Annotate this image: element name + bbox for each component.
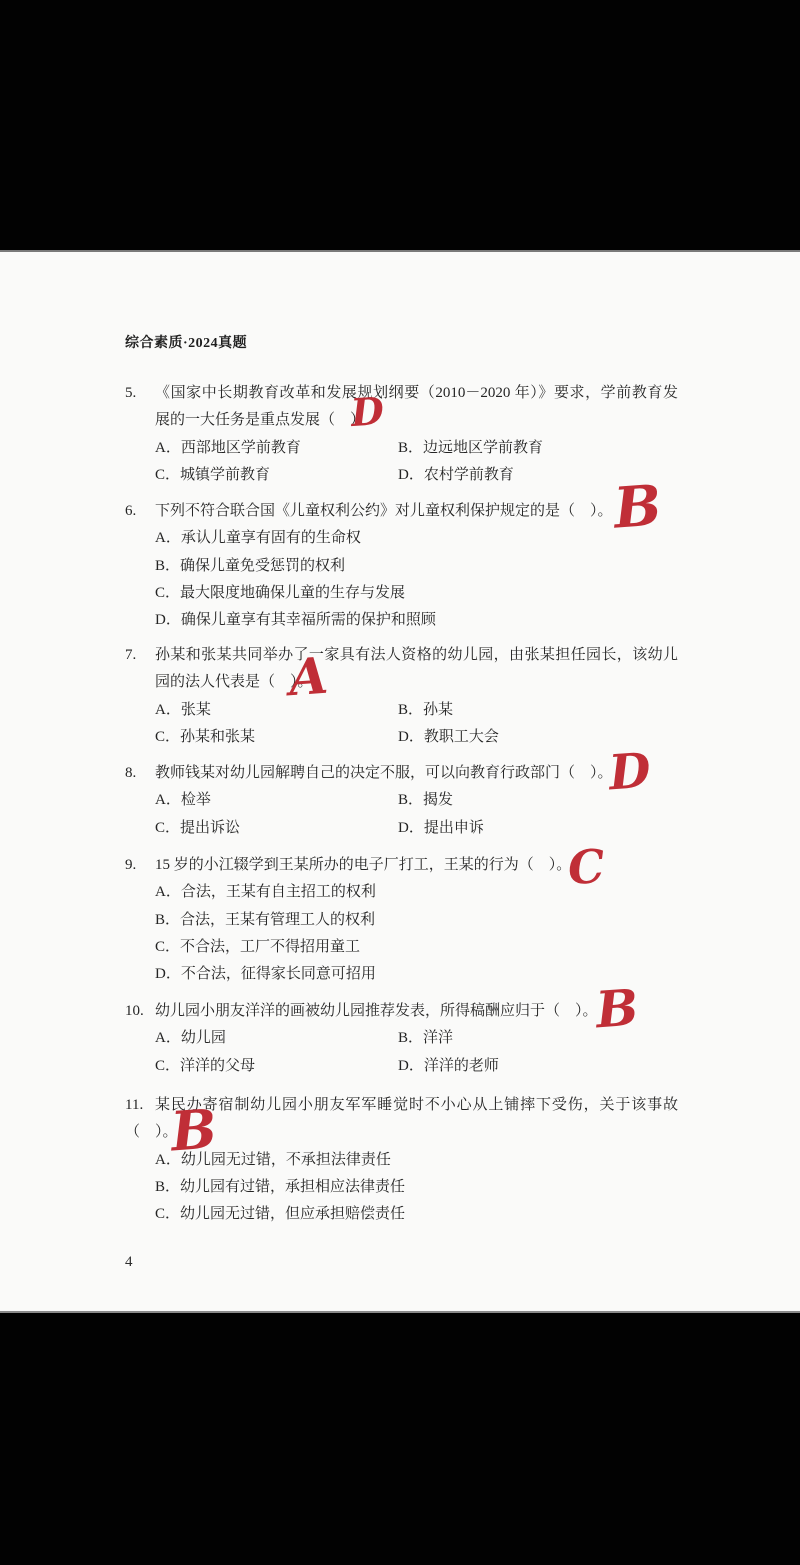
option-c: C．孙某和张某 [155,728,256,745]
question-text-line: 幼儿园小朋友洋洋的画被幼儿园推荐发表，所得稿酬应归于（ ）。 [155,1003,598,1019]
question-text-line: 15 岁的小江辍学到王某所办的电子厂打工，王某的行为（ ）。 [155,857,572,873]
question-number: 11. [125,1097,144,1113]
options-list [155,525,678,634]
option-d: D．洋洋的老师 [398,1057,499,1074]
page-number: 4 [125,1254,133,1270]
option-c: C．最大限度地确保儿童的生存与发展 [155,584,406,601]
option-b: B．确保儿童免受惩罚的权利 [155,557,346,574]
letterbox-bottom [0,1313,800,1565]
option-a: A．检举 [155,792,211,809]
question-number: 6. [125,503,137,519]
letterbox-top [0,0,800,250]
option-c: C．提出诉讼 [155,819,241,836]
question-7 [125,642,678,751]
option-c: C．不合法，工厂不得招用童工 [155,938,361,955]
options-grid [155,435,678,490]
document-page [0,250,800,1313]
option-a: A．承认儿童享有固有的生命权 [155,530,361,547]
option-a: A．合法，王某有自主招工的权利 [155,884,376,901]
options-list [155,879,678,988]
option-b: B．幼儿园有过错，承担相应法律责任 [155,1178,406,1195]
question-number: 9. [125,857,137,873]
question-text-line: 教师钱某对幼儿园解聘自己的决定不服，可以向教育行政部门（ ）。 [155,765,613,781]
handwritten-answer-mark: B [168,1096,219,1164]
option-c: C．城镇学前教育 [155,466,271,483]
option-c: C．幼儿园无过错，但应承担赔偿责任 [155,1206,406,1223]
question-text-line: 某民办寄宿制幼儿园小朋友军军睡觉时不小心从上铺摔下受伤，关于该事故 [155,1097,678,1113]
option-d: D．确保儿童享有其幸福所需的保护和照顾 [155,612,436,629]
options-grid [155,697,678,752]
options-grid [155,787,678,842]
question-text-line: 《国家中长期教育改革和发展规划纲要（2010－2020 年）》要求，学前教育发 [155,385,678,401]
question-number: 8. [125,765,137,781]
handwritten-answer-mark: D [349,387,386,436]
handwritten-answer-mark: B [611,472,664,542]
option-b: B．洋洋 [398,1030,454,1047]
question-number: 10. [125,1003,144,1019]
option-d: D．农村学前教育 [398,466,514,483]
question-number: 7. [125,647,137,663]
question-9 [125,838,678,988]
question-number: 5. [125,385,137,401]
option-d: D．提出申诉 [398,819,484,836]
question-5 [125,380,678,489]
option-d: D．教职工大会 [398,728,499,745]
options-grid [155,1025,678,1080]
option-b: B．孙某 [398,701,454,718]
option-a: A．幼儿园 [155,1030,226,1047]
option-b: B．合法，王某有管理工人的权利 [155,911,376,928]
option-a: A．西部地区学前教育 [155,439,301,456]
option-a: A．幼儿园无过错，不承担法律责任 [155,1151,391,1168]
handwritten-answer-mark: D [607,742,653,802]
handwritten-answer-mark: B [593,977,641,1040]
option-a: A．张某 [155,701,211,718]
option-d: D．不合法，征得家长同意可招用 [155,966,376,983]
question-text-line: 孙某和张某共同举办了一家具有法人资格的幼儿园，由张某担任园长，该幼儿 [155,647,678,663]
question-text-line: 下列不符合联合国《儿童权利公约》对儿童权利保护规定的是（ ）。 [155,503,613,519]
option-b: B．边远地区学前教育 [398,439,544,456]
question-8 [125,742,678,842]
question-11 [125,1092,678,1228]
option-b: B．揭发 [398,792,454,809]
question-text-line: 展的一大任务是重点发展（ ）。 [155,412,373,429]
option-c: C．洋洋的父母 [155,1057,256,1074]
options-list [155,1147,678,1229]
question-text-line: （ ）。 [125,1124,178,1141]
document-header: 综合素质·2024真题 [125,336,248,351]
handwritten-answer-mark: A [286,645,330,708]
handwritten-answer-mark: C [566,838,607,896]
question-text-line: 园的法人代表是（ ）。 [155,674,313,691]
question-10 [125,977,678,1080]
